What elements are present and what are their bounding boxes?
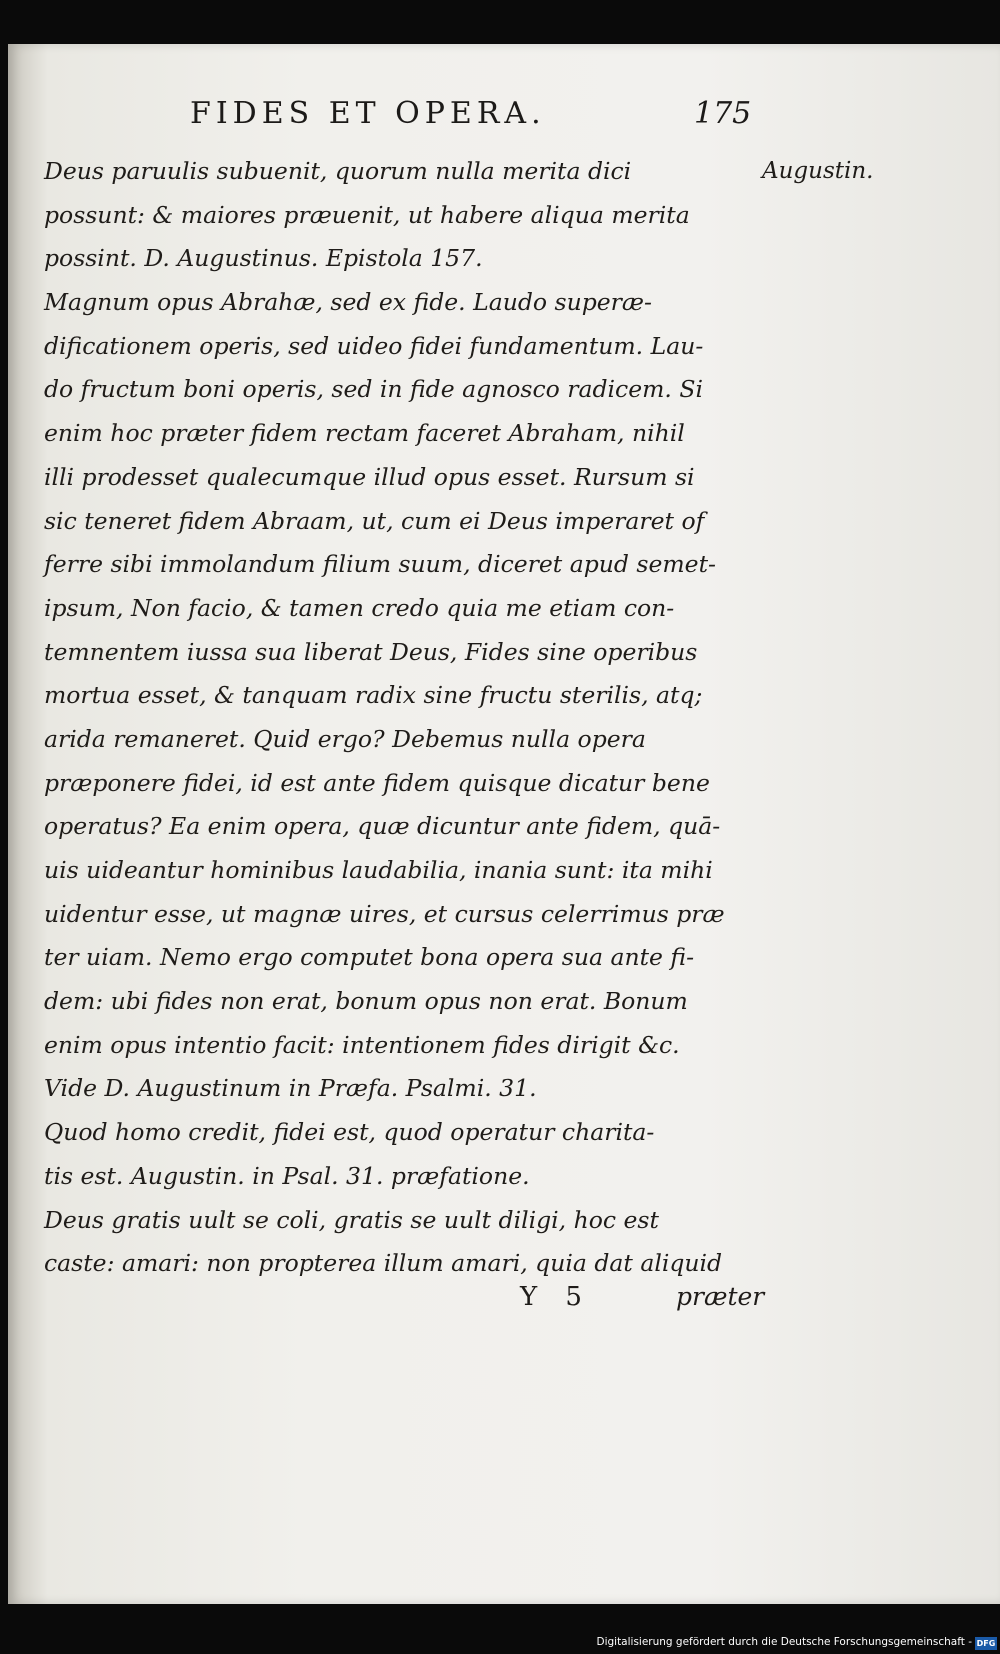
text-line: enim opus intentio facit: intentionem fides dirigit &c.: [44, 1030, 680, 1059]
text-line: uidentur esse, ut magnæ uires, et cursus celerrimus præ: [44, 899, 725, 928]
text-line: possint. D. Augustinus. Epistola 157.: [44, 244, 483, 273]
page-number: 175: [694, 96, 752, 131]
text-line: Deus gratis uult se coli, gratis se uult diligi, hoc est: [44, 1205, 659, 1234]
text-line: sic teneret fidem Abraam, ut, cum ei Deus imperaret of: [44, 506, 705, 535]
text-line: enim hoc præter fidem rectam faceret Abraham, nihil: [44, 419, 685, 448]
text-line: dificationem operis, sed uideo fidei fundamentum. Lau-: [44, 331, 704, 360]
text-line: do fructum boni operis, sed in fide agnosco radicem. Si: [44, 375, 703, 404]
text-line: Magnum opus Abrahæ, sed ex fide. Laudo superæ-: [44, 288, 652, 317]
digitization-credit: Digitalisierung gefördert durch die Deutsche Forschungsgemeinschaft -: [596, 1636, 972, 1648]
text-line: caste: amari: non propterea illum amari, quia dat aliquid: [44, 1249, 723, 1278]
text-line: ter uiam. Nemo ergo computet bona opera sua ante fi-: [44, 943, 695, 972]
footer-bar: [0, 1634, 1000, 1654]
text-line: illi prodesset qualecumque illud opus esset. Rursum si: [44, 462, 695, 491]
text-line: dem: ubi fides non erat, bonum opus non erat. Bonum: [44, 987, 688, 1016]
text-line: possunt: & maiores præuenit, ut habere aliqua merita: [44, 200, 690, 229]
text-line: arida remaneret. Quid ergo? Debemus nulla opera: [44, 724, 646, 753]
text-line: uis uideantur hominibus laudabilia, inania sunt: ita mihi: [44, 856, 713, 884]
text-line: operatus? Ea enim opera, quæ dicuntur ante fidem, quā-: [44, 812, 721, 841]
text-line: mortua esset, & tanquam radix sine fructu sterilis, atq;: [44, 681, 703, 710]
text-line: Vide D. Augustinum in Præfa. Psalmi. 31.: [44, 1074, 537, 1103]
text-line: ferre sibi immolandum filium suum, diceret apud semet-: [44, 550, 716, 579]
margin-note: Augustin.: [762, 158, 874, 184]
text-line: ipsum, Non facio, & tamen credo quia me etiam con-: [44, 593, 675, 622]
dfg-logo-icon: DFG: [976, 1639, 996, 1648]
text-line: præponere fidei, id est ante fidem quisque dicatur bene: [44, 768, 710, 797]
body-text: [44, 150, 764, 1286]
catchword: præter: [676, 1282, 765, 1311]
text-line: temnentem iussa sua liberat Deus, Fides sine operibus: [44, 637, 698, 666]
running-head: FIDES ET OPERA.: [190, 96, 546, 131]
signature-mark: Y 5: [520, 1282, 592, 1312]
text-line: tis est. Augustin. in Psal. 31. præfatione.: [44, 1161, 530, 1190]
text-line: Quod homo credit, fidei est, quod operatur charita-: [44, 1118, 655, 1147]
text-line: Deus paruulis subuenit, quorum nulla merita dici: [44, 157, 632, 185]
